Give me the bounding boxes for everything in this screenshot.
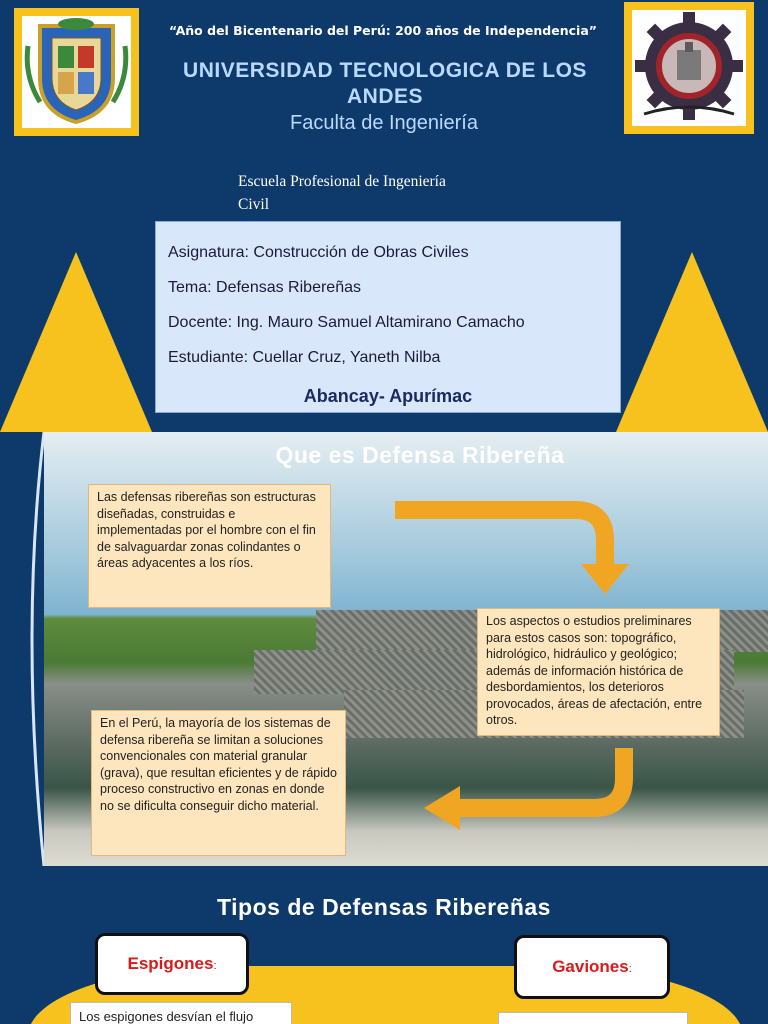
- university-name-line2: ANDES: [346, 85, 423, 108]
- definition-box: Las defensas ribereñas son estructuras diseñadas, construidas e implementadas por el hombre con el fin de salvaguardar zonas colindantes o áreas adyacentes a los ríos.: [88, 484, 331, 608]
- topic-text: Tema: Defensas Ribereñas: [168, 279, 361, 296]
- gaviones-description: [498, 1012, 688, 1024]
- gaviones-label: [514, 935, 670, 999]
- section-title: Que es Defensa Ribereña: [275, 442, 565, 468]
- school-name-line2: Civil: [238, 196, 270, 213]
- types-slide: [0, 866, 768, 1024]
- subject-text: Asignatura: Construcción de Obras Civiles: [168, 244, 469, 261]
- location-text: Abancay- Apurímac: [303, 386, 473, 406]
- civil-engineering-logo: [624, 2, 754, 134]
- definition-slide: [0, 432, 768, 866]
- teacher-text: Docente: Ing. Mauro Samuel Altamirano Camacho: [168, 314, 525, 331]
- espigones-label: [95, 933, 249, 995]
- civil-engineering-gear-icon: [632, 10, 746, 126]
- gaviones-colon: :: [628, 963, 632, 975]
- faculty-name: Faculta de Ingeniería: [290, 112, 478, 134]
- espigones-description: Los espigones desvían el flujo: [70, 1002, 292, 1024]
- right-yellow-triangle: [616, 252, 768, 432]
- school-name: [238, 170, 528, 216]
- university-crest-icon: [22, 16, 131, 128]
- studies-box: Los aspectos o estudios preliminares para estos casos son: topográfico, hidrológico, hidráulico y geológico; además de información histórica de desbordamientos, los deterioros provocados, áreas de afectación, entre otros.: [477, 608, 720, 736]
- peru-box: En el Perú, la mayoría de los sistemas de defensa ribereña se limitan a soluciones convencionales con material granular (grava), que resultan eficientes y de rápido proceso constructivo en zonas en donde no se dificulta conseguir dicho material.: [91, 710, 346, 856]
- curved-arrow-right-down-icon: [395, 496, 645, 606]
- bicentennial-quote: “Año del Bicentenario del Perú: 200 años de Independencia”: [169, 23, 597, 38]
- school-name-line1: Escuela Profesional de Ingeniería: [238, 173, 446, 190]
- university-name: [140, 58, 630, 110]
- curved-arrow-down-left-icon: [418, 748, 648, 838]
- espigones-colon: :: [213, 960, 217, 972]
- espigones-text: Espigones: [127, 954, 214, 973]
- university-logo: [14, 8, 139, 136]
- university-name-line1: UNIVERSIDAD TECNOLOGICA DE LOS: [183, 59, 587, 82]
- gaviones-text: Gaviones: [552, 957, 629, 976]
- title-slide: [0, 0, 768, 432]
- course-info-box: [155, 221, 621, 413]
- left-yellow-triangle: [0, 252, 152, 432]
- student-text: Estudiante: Cuellar Cruz, Yaneth Nilba: [168, 349, 441, 366]
- types-title: Tipos de Defensas Ribereñas: [217, 894, 551, 920]
